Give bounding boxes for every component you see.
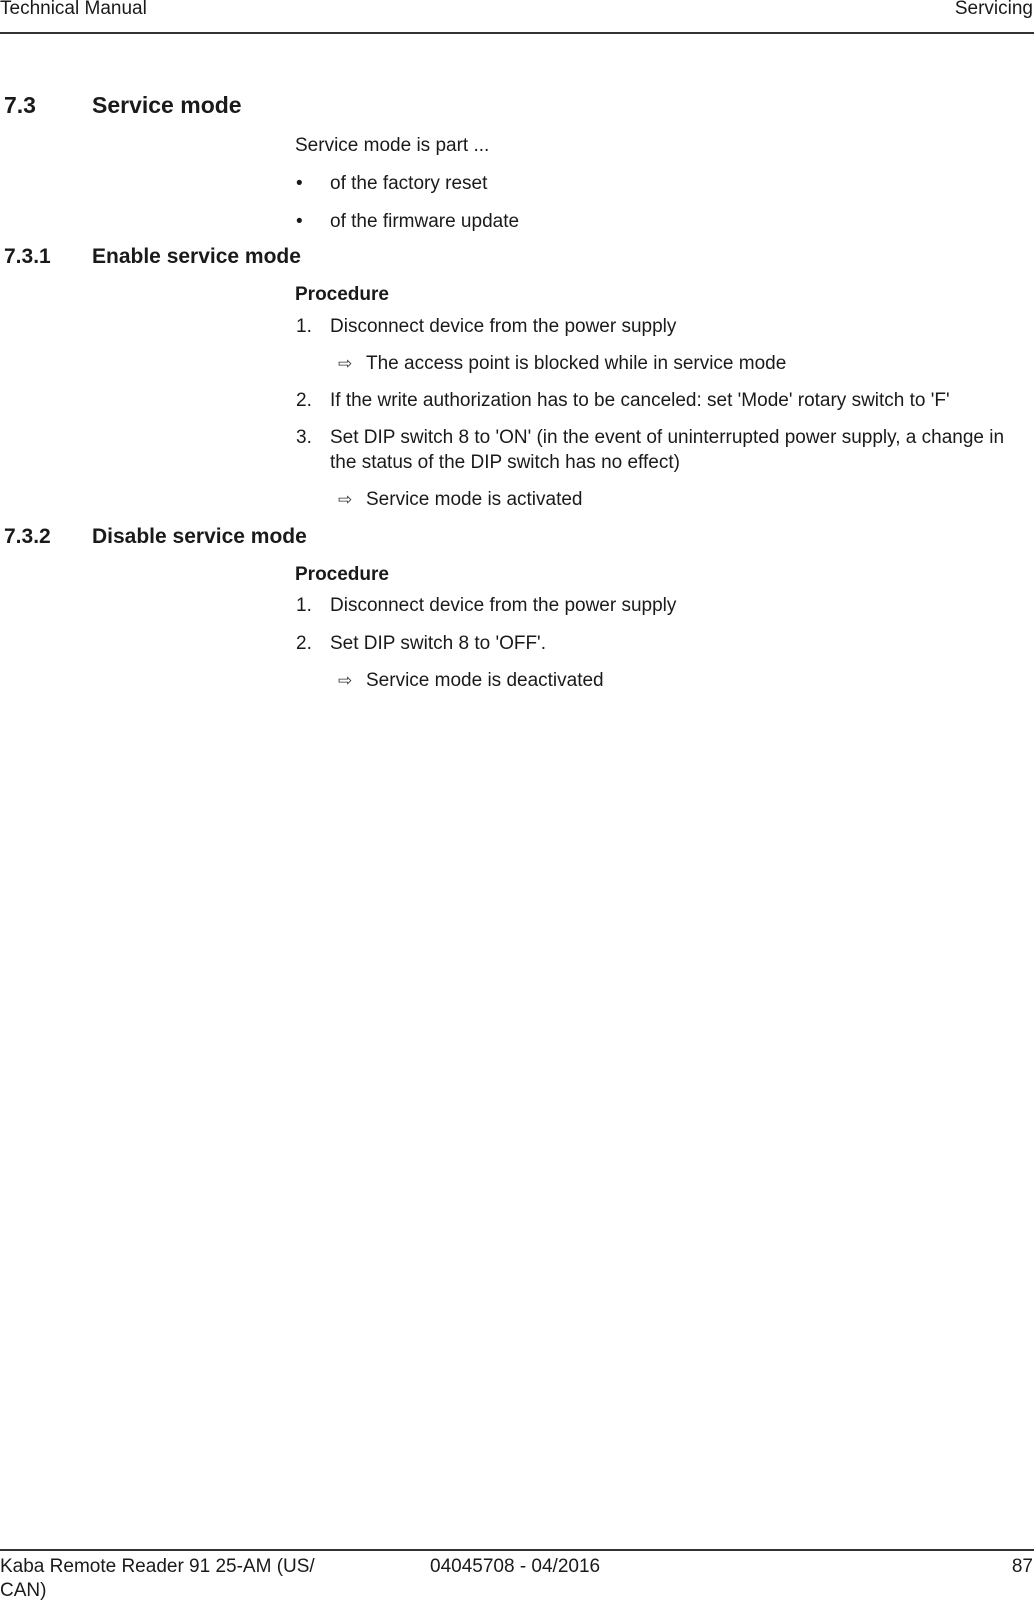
step-number: 1. [296,595,312,616]
header-doc-title: Technical Manual [0,0,147,19]
header-chapter: Servicing [954,0,1033,19]
subsection-title: Enable service mode [92,245,301,268]
section-number: 7.3 [4,92,36,118]
page-number: 87 [1011,1556,1033,1577]
subsection-number: 7.3.1 [4,245,51,268]
page-footer [0,1549,1034,1601]
result-arrow-icon: ⇨ [338,671,353,690]
step-text-line: the status of the DIP switch has no effect) [330,452,680,473]
page-header [0,0,1034,34]
step-text: If the write authorization has to be canceled: set 'Mode' rotary switch to 'F' [330,390,950,411]
step-result: Service mode is activated [366,489,583,510]
subsection-heading-disable [0,525,600,553]
bullet-item: of the firmware update [330,211,520,232]
footer-product: Kaba Remote Reader 91 25-AM (US/ CAN) [0,1556,315,1601]
step-number: 1. [296,316,312,337]
step-number: 2. [296,390,312,411]
step-number: 2. [296,633,312,654]
subsection-number: 7.3.2 [4,525,51,548]
footer-doc-number: 04045708 - 04/2016 [430,1556,601,1577]
result-arrow-icon: ⇨ [338,490,353,509]
subsection-title: Disable service mode [92,525,307,548]
bullet-icon: • [296,173,303,194]
procedure-label: Procedure [295,564,389,585]
procedure-label: Procedure [295,284,389,305]
step-result: The access point is blocked while in service mode [366,353,787,374]
step-text: Set DIP switch 8 to 'OFF'. [330,633,546,654]
bullet-icon: • [296,211,303,232]
step-result: Service mode is deactivated [366,670,604,691]
step-number: 3. [296,427,312,448]
section-heading [0,92,600,122]
section-title: Service mode [92,92,242,118]
step-text-line: Set DIP switch 8 to 'ON' (in the event of uninterrupted power supply, a change in [330,427,1005,448]
subsection-heading-enable [0,245,600,273]
step-text: Disconnect device from the power supply [330,316,677,337]
bullet-item: of the factory reset [330,173,488,194]
section-intro: Service mode is part ... [295,135,490,156]
step-text: Disconnect device from the power supply [330,595,677,616]
result-arrow-icon: ⇨ [338,354,353,373]
